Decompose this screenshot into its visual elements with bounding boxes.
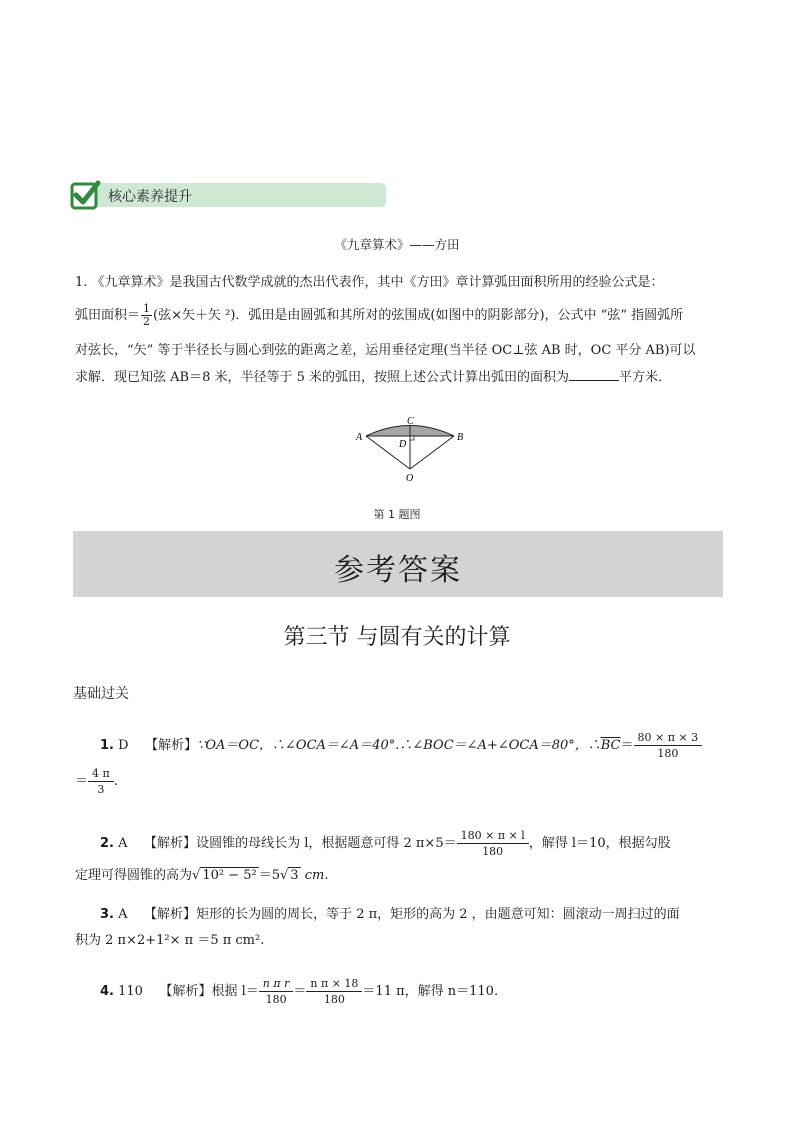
answer-4-tag: 【解析】 [159, 984, 212, 999]
label-a: A [356, 432, 363, 443]
answer-3-text: 矩形的长为圆的周长，等于 2 π，矩形的高为 2 ，由题意可知：圆滚动一周扫过的面 [196, 907, 680, 922]
answer-1-result-den: 3 [97, 783, 105, 796]
answer-4-equals: ＝ [293, 984, 307, 999]
answer-1-fraction [634, 730, 703, 761]
label-o: O [406, 473, 414, 484]
fraction-numerator: 1 [143, 302, 151, 315]
answer-3 [100, 903, 730, 927]
answer-1-continued [75, 766, 735, 797]
answer-3-choice: A [118, 907, 128, 922]
answer-blank [569, 366, 619, 381]
group-heading: 基础过关 [73, 686, 129, 702]
problem-line-4 [75, 366, 735, 390]
fraction-denominator: 2 [143, 315, 151, 328]
answer-2-sqrt: 10² − 5² [202, 868, 257, 883]
figure-caption: 第 1 题图 [373, 508, 421, 521]
section-banner-title: 核心素养提升 [108, 189, 192, 205]
radius-ob [410, 436, 454, 469]
answer-4-fraction-2-num: n π × 18 [306, 976, 362, 992]
answer-2-fraction-den: 180 [482, 845, 504, 858]
answer-4-fraction-1 [259, 976, 294, 1007]
answer-2-choice: A [118, 836, 128, 851]
label-d: D [399, 439, 407, 450]
fraction-half [141, 303, 152, 328]
section-heading: 第三节 与圆有关的计算 [283, 625, 511, 650]
answer-1-text: ∵OA＝OC，∴∠OCA＝∠A＝40°.∴∠BOC＝∠A+∠OCA＝80°，∴ [197, 738, 601, 753]
problem-line-4-end: 平方米． [619, 370, 672, 385]
answer-4-text-a: 根据 l＝ [211, 984, 259, 999]
label-b: B [457, 432, 464, 443]
answer-1-end: . [113, 774, 118, 789]
answer-3-tag: 【解析】 [144, 907, 197, 922]
answer-1-equals: ＝ [620, 738, 634, 753]
answer-2-text-b: ，解得 l＝10，根据勾股 [528, 836, 671, 851]
answer-4-choice: 110 [118, 984, 143, 999]
answer-3-line-2: 积为 2 π×2+1²× π ＝5 π cm². [75, 933, 265, 948]
right-angle-mark [410, 436, 414, 440]
answer-1-fraction-num: 80 × π × 3 [634, 730, 703, 746]
answer-2-line-2-a: 定理可得圆锥的高为 [75, 868, 193, 883]
answer-banner [73, 531, 723, 597]
answer-2-sqrt3: 3 [290, 868, 299, 883]
problem-line-4-start: 求解．现已知弦 AB＝8 米，半径等于 5 米的弧田，按照上述公式计算出弧田的面积为 [75, 370, 570, 385]
answer-1-choice: D [118, 738, 129, 753]
label-c: C [407, 416, 414, 427]
problem-line-2 [75, 303, 735, 328]
answer-2-text-a: 设圆锥的母线长为 l，根据题意可得 2 π×5＝ [196, 836, 457, 851]
answer-2-line-2: 定理可得圆锥的高为√ 10² − 5² ＝5√ 3 cm. [75, 868, 329, 883]
answer-4 [100, 976, 730, 1007]
answer-1-fraction-den: 180 [657, 747, 679, 760]
answer-4-fraction-1-den: 180 [265, 993, 287, 1006]
arc-field-figure [350, 416, 470, 497]
answer-4-text-b: ＝11 π，解得 n＝110. [362, 984, 499, 999]
problem-subtitle: 《九章算术》——方田 [334, 237, 460, 252]
checkmark-icon [70, 180, 100, 210]
answer-2-line-2-c: cm. [300, 868, 329, 883]
answer-2-fraction [457, 828, 529, 859]
problem-line-3: 对弦长，“矢” 等于半径长与圆心到弦的距离之差，运用垂径定理(当半径 OC⊥弦 AB 时，OC 平分 AB)可以 [75, 343, 696, 358]
answer-2-line-2-b: ＝5 [258, 868, 280, 883]
problem-line-2-rest: (弦×矢＋矢 ²)．弧田是由圆弧和其所对的弦围成(如图中的阴影部分)，公式中 “弦” 指圆弧所 [153, 308, 684, 323]
answer-1-arc: $\overline{BC}$ [600, 738, 621, 753]
answer-1 [100, 730, 730, 761]
answer-1-number: 1. [100, 738, 114, 753]
problem-line-2-start: 弧田面积＝ [75, 308, 141, 323]
answer-2-fraction-num: 180 × π × l [457, 828, 529, 844]
answer-4-fraction-2-den: 180 [323, 993, 345, 1006]
answer-2 [100, 828, 730, 859]
answer-2-number: 2. [100, 836, 114, 851]
answer-1-cont-equals: ＝ [75, 774, 89, 789]
answer-1-tag: 【解析】 [145, 738, 198, 753]
answer-3-number: 3. [100, 907, 114, 922]
section-banner [70, 180, 388, 210]
answer-4-fraction-1-num: n π r [259, 976, 294, 992]
answer-1-result [88, 766, 114, 797]
answer-2-tag: 【解析】 [144, 836, 197, 851]
answer-banner-title: 参考答案 [334, 553, 462, 588]
answer-1-result-num: 4 π [88, 766, 114, 782]
answer-4-fraction-2 [306, 976, 362, 1007]
answer-4-number: 4. [100, 984, 114, 999]
problem-line-1: 1. 《九章算术》是我国古代数学成就的杰出代表作，其中《方田》章计算弧田面积所用的经验公式是： [75, 275, 664, 290]
